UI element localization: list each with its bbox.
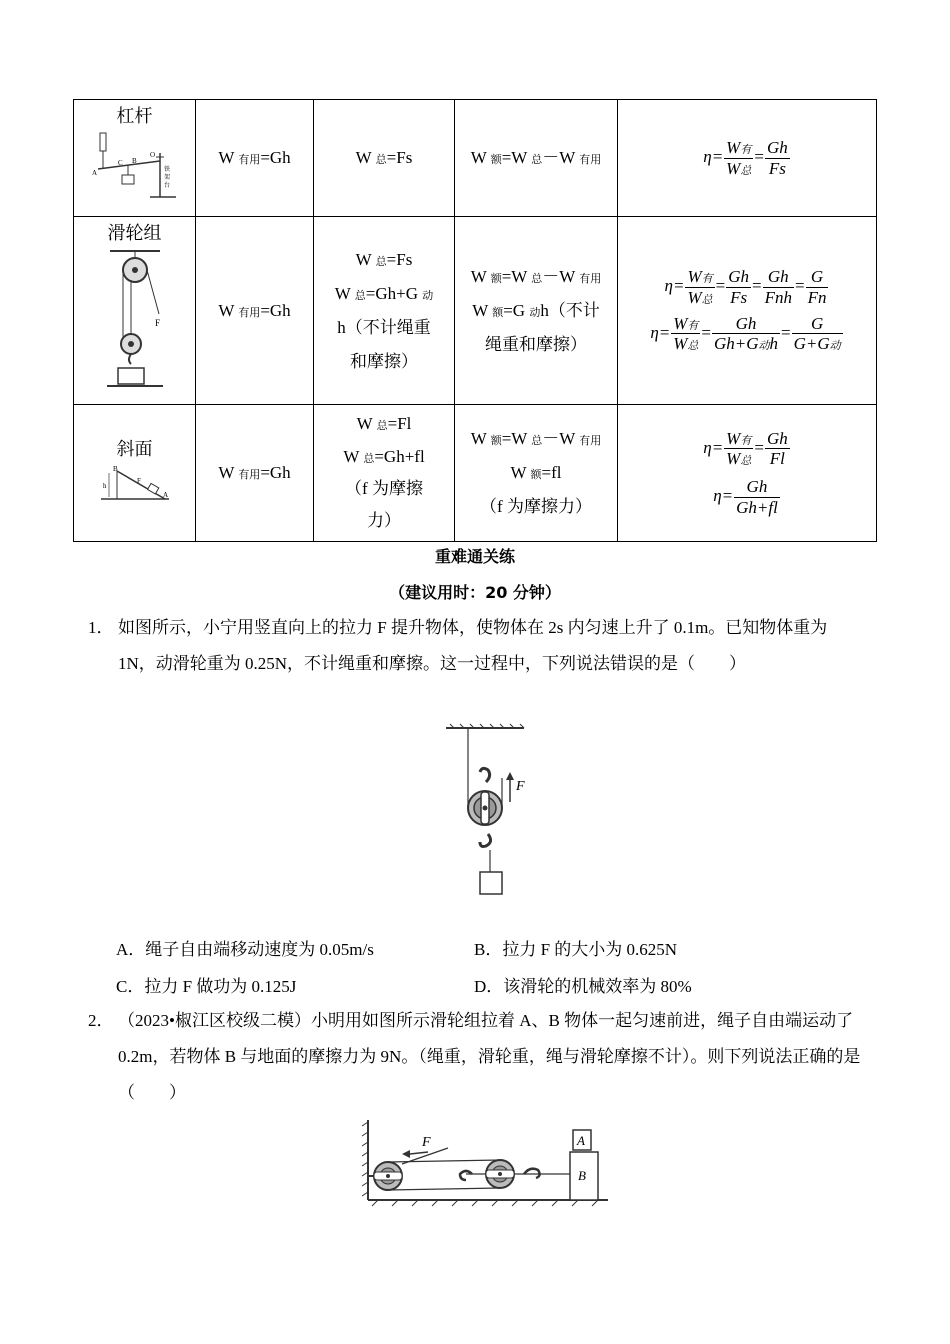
label-A: A (91, 168, 97, 177)
question-1 (88, 610, 863, 682)
table-row-lever (74, 100, 877, 217)
question-text: （2023•椒江区校级二模）小明用如图所示滑轮组拉着 A、B 物体一起匀速前进，绳子自由端运动了 0.2m，若物体 B 与地面的摩擦力为 9N。（绳重，滑轮重，绳与滑轮摩擦不计）。则下列说法正确的是（ ） (118, 1011, 861, 1102)
tool-cell-lever (74, 100, 196, 217)
section-subtitle: （建议用时：20 分钟） (389, 583, 561, 602)
tool-name: 滑轮组 (107, 223, 162, 243)
efficiency-cell: η= $\frac{\text{W有}}{\text{W总}}$ = $\frac{Gh}{Fs}$ (618, 100, 877, 217)
label-F: F (154, 317, 160, 328)
label-stand-1: 铁 (163, 166, 170, 173)
option-d[interactable]: D．该滑轮的机械效率为 80% (474, 977, 692, 996)
incline-figure (99, 463, 171, 503)
option-a[interactable]: A．绳子自由端移动速度为 0.05m/s (116, 940, 374, 959)
tool-name: 斜面 (116, 438, 153, 459)
useful-work-cell: W 有用=Gh (196, 405, 314, 542)
total-work-cell: W 总=Fl W 总=Gh+fl （f 为摩擦 力） (314, 405, 455, 542)
q2-figure (358, 1118, 614, 1210)
table-row-incline (74, 405, 877, 542)
lever-figure (90, 131, 180, 201)
useful-work-cell: W 有用=Gh (196, 100, 314, 217)
extra-work-cell: W 额=W 总－W 有用 (455, 100, 618, 217)
label-C: C (117, 158, 123, 167)
label-B: B (112, 465, 118, 474)
question-number: 1． (88, 618, 114, 637)
label-F: F (136, 477, 141, 486)
fraction: $\frac{\text{W有}}{\text{W总}}$ (726, 137, 752, 178)
formula-table (73, 99, 877, 542)
label-B: B (578, 1168, 586, 1183)
label-B: B (131, 156, 137, 165)
label-stand-3: 台 (163, 182, 170, 189)
tool-name: 杠杆 (116, 106, 153, 126)
label-F: F (422, 1135, 431, 1150)
option-b[interactable]: B．拉力 F 的大小为 0.625N (474, 940, 678, 959)
efficiency-cell: η= $\frac{\text{W有}}{\text{W总}}$ = $\frac{Gh}{Fs}$ = $\frac{Gh}{\text{Fnh}}$ = $\frac{G}{Fn}$ η= $\frac{\text{W有}}{\text{W总}}$ = $\frac{Gh}{\text{Gh+G动h}}$ = $\frac{G}{\text{G+G动}}$ (618, 217, 877, 405)
label-O: O (149, 150, 155, 159)
extra-work-cell: W 额=W 总－W 有用 W 额=G 动h（不计 绳重和摩擦） (455, 217, 618, 405)
extra-work-cell: W 额=W 总－W 有用 W 额=fl （f 为摩擦力） (455, 405, 618, 542)
table-row-pulley (74, 217, 877, 405)
section-title: 重难通关练 (434, 547, 515, 566)
label-A: A (577, 1133, 585, 1148)
tool-cell-pulley (74, 217, 196, 405)
pulley-group-figure (105, 248, 165, 390)
useful-work-cell: W 有用=Gh (196, 217, 314, 405)
total-work-cell: W 总=Fs W 总=Gh+G 动 h（不计绳重 和摩擦） (314, 217, 455, 405)
efficiency-cell: η= $\frac{\text{W有}}{\text{W总}}$ = $\frac{Gh}{Fl}$ η= $\frac{Gh}{Gh+fl}$ (618, 405, 877, 542)
question-text: 如图所示，小宁用竖直向上的拉力 F 提升物体，使物体在 2s 内匀速上升了 0.1m。已知物体重为 1N，动滑轮重为 0.25N，不计绳重和摩擦。这一过程中，下列说法错误的是（ ） (118, 618, 828, 673)
option-c[interactable]: C．拉力 F 做功为 0.125J (116, 977, 297, 996)
tool-cell-incline (74, 405, 196, 542)
q1-figure (440, 722, 530, 900)
question-2 (88, 1003, 863, 1111)
total-work-cell: W 总=Fs (314, 100, 455, 217)
label-stand-2: 架 (163, 174, 170, 181)
label-A: A (162, 491, 168, 500)
label-F: F (516, 779, 525, 794)
label-h: h (102, 482, 106, 491)
question-number: 2． (88, 1011, 114, 1030)
fraction: $\frac{Gh}{Fs}$ (766, 137, 788, 178)
